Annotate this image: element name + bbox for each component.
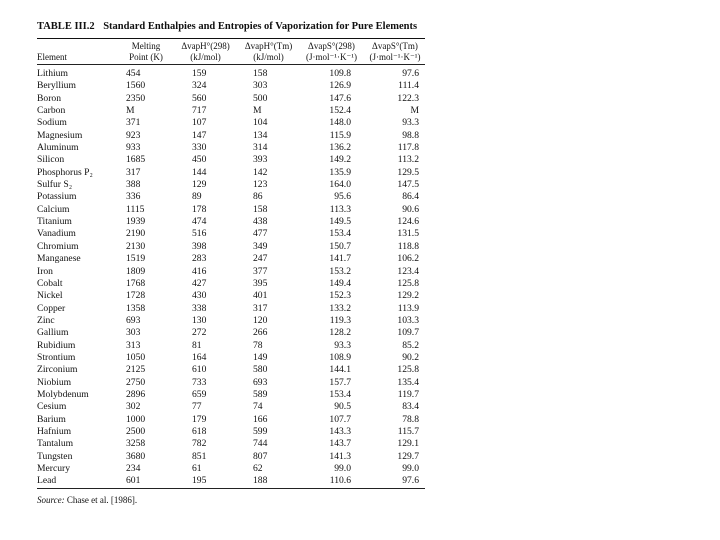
dh298-value: 618 xyxy=(192,425,207,437)
dstm-value: 125.8 xyxy=(397,364,419,376)
ds298-value: 149.5 xyxy=(329,216,351,228)
dhtm-value: 142 xyxy=(253,166,268,178)
ds298-value: 119.3 xyxy=(329,314,351,326)
ds298-value: 126.9 xyxy=(329,80,351,92)
table-row xyxy=(37,414,425,426)
ds298-value: 153.4 xyxy=(329,388,351,400)
dstm-value: 113.2 xyxy=(397,154,419,166)
ds298-value: 136.2 xyxy=(329,142,351,154)
table-row xyxy=(37,204,425,216)
element-name: Strontium xyxy=(37,351,76,363)
ds298-value: 115.9 xyxy=(329,129,351,141)
table-row xyxy=(37,475,425,487)
melting-point: 1358 xyxy=(126,302,146,314)
dstm-value: 119.7 xyxy=(397,388,419,400)
table-header xyxy=(37,39,425,65)
dhtm-value: 589 xyxy=(253,388,268,400)
element-name: Tantalum xyxy=(37,438,74,450)
dh298-value: 427 xyxy=(192,277,207,289)
dhtm-value: 266 xyxy=(253,327,268,339)
table-row xyxy=(37,401,425,413)
melting-point: 2500 xyxy=(126,425,146,437)
element-name: Gallium xyxy=(37,327,69,339)
table-caption xyxy=(37,20,425,38)
element-name: Carbon xyxy=(37,105,66,117)
dhtm-value: 62 xyxy=(253,463,263,474)
dstm-value: 90.2 xyxy=(402,351,419,363)
table-row xyxy=(37,278,425,290)
element-name: Rubidium xyxy=(37,339,76,351)
melting-point: 2125 xyxy=(126,364,146,376)
dh298-value: 129 xyxy=(192,179,207,191)
dstm-value: 90.6 xyxy=(402,203,419,215)
element-name: Mercury xyxy=(37,463,71,474)
dhtm-value: 158 xyxy=(253,203,268,215)
ds298-value: 99.0 xyxy=(334,463,351,474)
dstm-value: M xyxy=(410,105,419,117)
element-name: Potassium xyxy=(37,191,77,203)
melting-point: 1685 xyxy=(126,154,146,166)
table-row xyxy=(37,352,425,364)
table-row xyxy=(37,389,425,401)
dhtm-value: 807 xyxy=(253,450,268,462)
dstm-value: 129.5 xyxy=(397,166,419,178)
dstm-value: 129.7 xyxy=(397,450,419,462)
melting-point: 2750 xyxy=(126,376,146,388)
dhtm-value: 123 xyxy=(253,179,268,191)
dh298-value: 164 xyxy=(192,351,207,363)
dstm-value: 98.8 xyxy=(402,129,419,141)
melting-point: 1050 xyxy=(126,351,146,363)
dstm-value: 111.4 xyxy=(398,80,419,92)
ds298-value: 90.5 xyxy=(334,401,351,413)
table-row xyxy=(37,290,425,302)
ds298-value: 152.3 xyxy=(329,290,351,302)
melting-point: 317 xyxy=(126,166,141,178)
dstm-value: 135.4 xyxy=(397,376,419,388)
element-name: Molybdenum xyxy=(37,388,89,400)
element-name: Cobalt xyxy=(37,277,63,289)
table-row xyxy=(37,426,425,438)
table-row xyxy=(37,216,425,228)
ds298-value: 164.0 xyxy=(329,179,351,191)
table-row xyxy=(37,377,425,389)
dh298-value: 324 xyxy=(192,80,207,92)
dh298-value: 81 xyxy=(192,339,202,351)
dhtm-value: 247 xyxy=(253,253,268,265)
table-row xyxy=(37,191,425,203)
element-name: Nickel xyxy=(37,290,63,302)
dh298-value: 159 xyxy=(192,68,207,79)
table-row xyxy=(37,253,425,265)
dh298-value: 398 xyxy=(192,240,207,252)
table-row xyxy=(37,142,425,154)
dstm-value: 129.1 xyxy=(397,438,419,450)
ds298-value: 153.2 xyxy=(329,265,351,277)
element-name: Silicon xyxy=(37,154,65,166)
dstm-value: 115.7 xyxy=(397,425,419,437)
dhtm-value: 78 xyxy=(253,339,263,351)
dstm-value: 129.2 xyxy=(397,290,419,302)
vaporization-table-figure xyxy=(37,20,425,505)
dhtm-value: 86 xyxy=(253,191,263,203)
ds298-value: 143.3 xyxy=(329,425,351,437)
dhtm-value: 134 xyxy=(253,129,268,141)
table-row xyxy=(37,463,425,475)
element-name: Sodium xyxy=(37,117,67,129)
dh298-value: 450 xyxy=(192,154,207,166)
dh298-value: 77 xyxy=(192,401,202,413)
dh298-value: 560 xyxy=(192,92,207,104)
dh298-value: 61 xyxy=(192,463,202,474)
dhtm-value: 188 xyxy=(253,475,268,487)
melting-point: 1939 xyxy=(126,216,146,228)
melting-point: 2190 xyxy=(126,228,146,240)
dhtm-value: 166 xyxy=(253,413,268,425)
dstm-value: 93.3 xyxy=(402,117,419,129)
dstm-value: 97.6 xyxy=(402,475,419,487)
ds298-value: 153.4 xyxy=(329,228,351,240)
table-row xyxy=(37,130,425,142)
table-source xyxy=(37,495,425,505)
melting-point: 313 xyxy=(126,339,141,351)
dh298-value: 717 xyxy=(192,105,207,117)
vaporization-table xyxy=(37,39,425,488)
table-row xyxy=(37,315,425,327)
ds298-value: 113.3 xyxy=(329,203,351,215)
table-row xyxy=(37,117,425,129)
element-name: Cesium xyxy=(37,401,67,413)
header-ds298-2: (J·mol⁻¹·K⁻¹) xyxy=(306,51,357,62)
source-label: Source: xyxy=(37,494,65,505)
dstm-value: 103.3 xyxy=(397,314,419,326)
element-name: Magnesium xyxy=(37,129,83,141)
ds298-value: 141.7 xyxy=(329,253,351,265)
header-dhtm-2: (kJ/mol) xyxy=(253,51,284,62)
dhtm-value: 401 xyxy=(253,290,268,302)
dstm-value: 97.6 xyxy=(402,68,419,79)
ds298-value: 144.1 xyxy=(329,364,351,376)
element-name: Calcium xyxy=(37,203,70,215)
dhtm-value: 74 xyxy=(253,401,263,413)
dstm-value: 85.2 xyxy=(402,339,419,351)
melting-point: 923 xyxy=(126,129,141,141)
dstm-value: 99.0 xyxy=(402,463,419,474)
melting-point: 303 xyxy=(126,327,141,339)
dstm-value: 113.9 xyxy=(397,302,419,314)
ds298-value: 107.7 xyxy=(329,413,351,425)
table-row xyxy=(37,80,425,92)
melting-point: 388 xyxy=(126,179,141,191)
dh298-value: 272 xyxy=(192,327,207,339)
ds298-value: 148.0 xyxy=(329,117,351,129)
table-row xyxy=(37,179,425,191)
table-row xyxy=(37,167,425,179)
dhtm-value: 500 xyxy=(253,92,268,104)
header-melting-1: Melting xyxy=(131,41,161,51)
melting-point: 601 xyxy=(126,475,141,487)
dstm-value: 125.8 xyxy=(397,277,419,289)
dh298-value: 659 xyxy=(192,388,207,400)
melting-point: 2130 xyxy=(126,240,146,252)
melting-point: 2350 xyxy=(126,92,146,104)
melting-point: 1728 xyxy=(126,290,146,302)
dhtm-value: 120 xyxy=(253,314,268,326)
dhtm-value: 744 xyxy=(253,438,268,450)
ds298-value: 157.7 xyxy=(329,376,351,388)
element-name: Lead xyxy=(37,475,57,487)
source-text: Chase et al. [1986]. xyxy=(66,494,138,505)
header-dstm-1: ΔvapS°(Tm) xyxy=(372,41,418,51)
dhtm-value: 395 xyxy=(253,277,268,289)
ds298-value: 143.7 xyxy=(329,438,351,450)
dh298-value: 178 xyxy=(192,203,207,215)
dhtm-value: 693 xyxy=(253,376,268,388)
ds298-value: 109.8 xyxy=(329,68,351,79)
ds298-value: 135.9 xyxy=(329,166,351,178)
melting-point: 302 xyxy=(126,401,141,413)
table-row xyxy=(37,364,425,376)
dhtm-value: 158 xyxy=(253,68,268,79)
table-row xyxy=(37,340,425,352)
dstm-value: 106.2 xyxy=(397,253,419,265)
dstm-value: 83.4 xyxy=(402,401,419,413)
dhtm-value: 104 xyxy=(253,117,268,129)
header-element: Element xyxy=(37,51,67,62)
header-dhtm-1: ΔvapH°(Tm) xyxy=(244,41,293,51)
dhtm-value: 149 xyxy=(253,351,268,363)
ds298-value: 152.4 xyxy=(329,105,351,117)
dstm-value: 122.3 xyxy=(397,92,419,104)
dh298-value: 89 xyxy=(192,191,202,203)
melting-point: 1768 xyxy=(126,277,146,289)
ds298-value: 108.9 xyxy=(329,351,351,363)
dhtm-value: 377 xyxy=(253,265,268,277)
dstm-value: 131.5 xyxy=(397,228,419,240)
dhtm-value: 303 xyxy=(253,80,268,92)
melting-point: 234 xyxy=(126,463,141,474)
table-row xyxy=(37,105,425,117)
melting-point: 1809 xyxy=(126,265,146,277)
element-name: Lithium xyxy=(37,68,68,79)
element-name: Titanium xyxy=(37,216,72,228)
dh298-value: 330 xyxy=(192,142,207,154)
ds298-value: 110.6 xyxy=(329,475,351,487)
table-title: Standard Enthalpies and Entropies of Vaporization for Pure Elements xyxy=(103,21,418,32)
dh298-value: 338 xyxy=(192,302,207,314)
table-label: TABLE III.2 xyxy=(37,21,95,32)
element-name: Niobium xyxy=(37,376,72,388)
ds298-value: 128.2 xyxy=(329,327,351,339)
header-ds298-1: ΔvapS°(298) xyxy=(308,41,355,51)
melting-point: 933 xyxy=(126,142,141,154)
element-name: Tungsten xyxy=(37,450,73,462)
dh298-value: 107 xyxy=(192,117,207,129)
header-dstm-2: (J·mol⁻¹·K⁻¹) xyxy=(369,51,421,62)
melting-point: 3258 xyxy=(126,438,146,450)
dh298-value: 147 xyxy=(192,129,207,141)
dhtm-value: 580 xyxy=(253,364,268,376)
element-name: Aluminum xyxy=(37,142,79,154)
element-name: Barium xyxy=(37,413,66,425)
table-body xyxy=(37,65,425,488)
dstm-value: 109.7 xyxy=(397,327,419,339)
element-name: Zirconium xyxy=(37,364,78,376)
dhtm-value: 599 xyxy=(253,425,268,437)
table-row xyxy=(37,241,425,253)
melting-point: 371 xyxy=(126,117,141,129)
dh298-value: 516 xyxy=(192,228,207,240)
element-name: Beryllium xyxy=(37,80,76,92)
dh298-value: 416 xyxy=(192,265,207,277)
dhtm-value: M xyxy=(253,105,262,117)
dh298-value: 195 xyxy=(192,475,207,487)
dstm-value: 124.6 xyxy=(397,216,419,228)
table-row xyxy=(37,303,425,315)
dstm-value: 117.8 xyxy=(397,142,419,154)
ds298-value: 141.3 xyxy=(329,450,351,462)
dstm-value: 123.4 xyxy=(397,265,419,277)
ds298-value: 133.2 xyxy=(329,302,351,314)
bottom-rule xyxy=(37,488,425,489)
dh298-value: 130 xyxy=(192,314,207,326)
dstm-value: 78.8 xyxy=(402,413,419,425)
melting-point: 693 xyxy=(126,314,141,326)
melting-point: 454 xyxy=(126,68,141,79)
dhtm-value: 477 xyxy=(253,228,268,240)
melting-point: 2896 xyxy=(126,388,146,400)
element-name: Manganese xyxy=(37,253,81,265)
melting-point: 1519 xyxy=(126,253,146,265)
dh298-value: 430 xyxy=(192,290,207,302)
table-row xyxy=(37,438,425,450)
dhtm-value: 314 xyxy=(253,142,268,154)
melting-point: 1000 xyxy=(126,413,146,425)
melting-point: M xyxy=(126,105,135,117)
dhtm-value: 438 xyxy=(253,216,268,228)
dhtm-value: 317 xyxy=(253,302,268,314)
ds298-value: 147.6 xyxy=(329,92,351,104)
element-name: Sulfur S₂ xyxy=(37,179,73,191)
dhtm-value: 393 xyxy=(253,154,268,166)
dh298-value: 733 xyxy=(192,376,207,388)
dstm-value: 86.4 xyxy=(402,191,419,203)
dh298-value: 179 xyxy=(192,413,207,425)
melting-point: 3680 xyxy=(126,450,146,462)
dh298-value: 610 xyxy=(192,364,207,376)
header-melting-2: Point (K) xyxy=(129,51,163,62)
melting-point: 336 xyxy=(126,191,141,203)
element-name: Boron xyxy=(37,92,61,104)
dh298-value: 144 xyxy=(192,166,207,178)
header-element-spacer xyxy=(37,39,120,52)
table-row xyxy=(37,266,425,278)
ds298-value: 95.6 xyxy=(334,191,351,203)
dh298-value: 474 xyxy=(192,216,207,228)
dh298-value: 782 xyxy=(192,438,207,450)
dh298-value: 851 xyxy=(192,450,207,462)
melting-point: 1560 xyxy=(126,80,146,92)
dh298-value: 283 xyxy=(192,253,207,265)
ds298-value: 93.3 xyxy=(334,339,351,351)
melting-point: 1115 xyxy=(126,203,145,215)
ds298-value: 149.2 xyxy=(329,154,351,166)
header-dh298-2: (kJ/mol) xyxy=(190,51,221,62)
table-row xyxy=(37,93,425,105)
element-name: Phosphorus P₂ xyxy=(37,166,93,178)
table-row xyxy=(37,451,425,463)
element-name: Chromium xyxy=(37,240,79,252)
element-name: Copper xyxy=(37,302,66,314)
element-name: Hafnium xyxy=(37,425,72,437)
ds298-value: 149.4 xyxy=(329,277,351,289)
dstm-value: 118.8 xyxy=(397,240,419,252)
table-row xyxy=(37,65,425,80)
ds298-value: 150.7 xyxy=(329,240,351,252)
element-name: Iron xyxy=(37,265,53,277)
table-row xyxy=(37,154,425,166)
dhtm-value: 349 xyxy=(253,240,268,252)
element-name: Zinc xyxy=(37,314,55,326)
table-row xyxy=(37,327,425,339)
table-row xyxy=(37,228,425,240)
header-dh298-1: ΔvapH°(298) xyxy=(181,41,230,51)
element-name: Vanadium xyxy=(37,228,76,240)
dstm-value: 147.5 xyxy=(397,179,419,191)
